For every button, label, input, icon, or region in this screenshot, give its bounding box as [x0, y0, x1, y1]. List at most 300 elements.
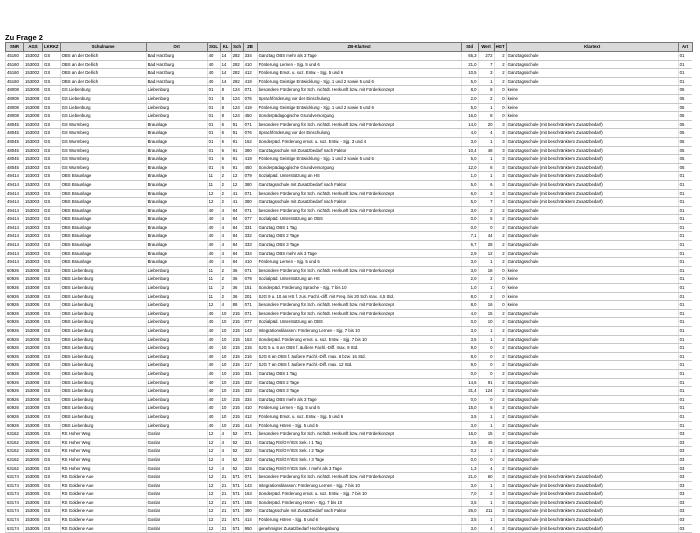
table-cell: 63162 [6, 455, 24, 464]
table-row [6, 180, 693, 189]
table-row [6, 52, 693, 61]
table-cell: 153008 [24, 301, 43, 310]
table-cell: 8,0 [461, 301, 478, 310]
table-cell: Ganztag RS/GY/IGS Sek. I 3 Tage [257, 455, 461, 464]
table-cell: 2 [220, 292, 231, 301]
table-cell: 3 [494, 498, 506, 507]
table-cell: Liebenburg [146, 352, 207, 361]
table-cell: 2 [478, 275, 494, 284]
table-cell: RS Goldene Aue [60, 490, 146, 499]
table-cell: GS [43, 327, 61, 336]
table-cell: 153003 [24, 258, 43, 267]
table-cell: 2 [494, 69, 506, 78]
table-cell: GS [43, 404, 61, 413]
table-cell: 4 [478, 129, 494, 138]
table-cell: Förderung Emot. u. soz. Entw. - Sjg. 5 und 6 [257, 412, 461, 421]
table-cell: 48008 [6, 86, 24, 95]
column-header: ZB-Klartext [257, 43, 461, 52]
table-cell: 153008 [24, 378, 43, 387]
table-row [6, 516, 693, 525]
table-cell: 412 [243, 412, 257, 421]
table-cell: 36 [231, 275, 243, 284]
table-cell: 14,0 [461, 120, 478, 129]
table-cell: Sprachförderung vor der Einschulung [257, 129, 461, 138]
table-cell: 45160 [6, 60, 24, 69]
table-cell: 01 [207, 86, 220, 95]
table-cell: 60 [478, 473, 494, 482]
table-cell: Goslar [146, 516, 207, 525]
table-cell: 12 [207, 301, 220, 310]
table-cell: keine [506, 112, 678, 121]
table-cell: Ganztagsschule (mit beschränktem Zusatzbedarf) [506, 163, 678, 172]
table-row [6, 129, 693, 138]
table-cell: 03 [678, 447, 692, 456]
table-cell: 153005 [24, 438, 43, 447]
table-cell: Sprachförderung vor der Einschulung [257, 94, 461, 103]
table-cell: 01 [207, 103, 220, 112]
table-cell: 419 [243, 77, 257, 86]
table-cell: 84 [231, 215, 243, 224]
table-cell: 12 [207, 473, 220, 482]
table-cell: GS [43, 378, 61, 387]
table-cell: Ganztag OBS 2 Tage [257, 232, 461, 241]
table-cell: 4 [220, 430, 231, 439]
table-cell: 31,4 [461, 387, 478, 396]
table-cell: 124 [231, 94, 243, 103]
table-cell: 60926 [6, 344, 24, 353]
table-cell: Förderung Lernen - Sjg. 5 und 6 [257, 404, 461, 413]
table-cell: Ganztagsschule [506, 369, 678, 378]
table-cell: OBS an der Dellich [60, 60, 146, 69]
table-cell: 322 [243, 447, 257, 456]
table-cell: 3 [494, 481, 506, 490]
table-cell: GS [43, 352, 61, 361]
table-cell: 63162 [6, 447, 24, 456]
table-cell: 215 [231, 327, 243, 336]
table-cell: Ganztagsschule [506, 387, 678, 396]
table-row [6, 77, 693, 86]
table-cell: 01 [207, 137, 220, 146]
table-cell: 4 [220, 301, 231, 310]
table-cell: 331 [243, 223, 257, 232]
table-cell: GS [43, 524, 61, 533]
table-cell: 01 [678, 361, 692, 370]
table-cell: 21 [220, 473, 231, 482]
table-row [6, 172, 693, 181]
table-cell: 60926 [6, 301, 24, 310]
table-cell: GS [43, 430, 61, 439]
table-cell: 01 [678, 198, 692, 207]
table-cell: 63162 [6, 438, 24, 447]
table-cell: 2 [494, 249, 506, 258]
table-cell: 215 [231, 404, 243, 413]
table-cell: Ganztagsschule (mit beschränktem Zusatzbedarf) [506, 189, 678, 198]
table-cell: 0 [478, 369, 494, 378]
table-cell: 01 [678, 378, 692, 387]
table-cell: GS [43, 318, 61, 327]
table-cell: 8 [220, 103, 231, 112]
table-cell: 2 [494, 241, 506, 250]
table-cell: 2 [494, 421, 506, 430]
table-cell: 2 [220, 172, 231, 181]
table-cell: 3,0 [461, 327, 478, 336]
table-cell: 8 [220, 112, 231, 121]
table-cell: 10,5 [461, 69, 478, 78]
table-cell: 49414 [6, 258, 24, 267]
table-cell: besondere Förderung für Sch. nichtdt. Herkunft bzw. mit Förderkonzept [257, 86, 461, 95]
table-cell: 1,0 [461, 284, 478, 293]
table-cell: 03 [678, 455, 692, 464]
table-cell: OBS Liebenburg [60, 412, 146, 421]
table-cell: 3,0 [461, 137, 478, 146]
table-cell: Liebenburg [146, 369, 207, 378]
table-cell: 2 [478, 94, 494, 103]
table-cell: 48008 [6, 103, 24, 112]
table-cell: 01 [207, 155, 220, 164]
table-cell: 153008 [24, 421, 43, 430]
table-cell: 40 [207, 215, 220, 224]
table-cell: 153003 [24, 198, 43, 207]
table-cell: 48045 [6, 137, 24, 146]
table-cell: 01 [678, 387, 692, 396]
table-cell: 153008 [24, 309, 43, 318]
table-cell: OBS Liebenburg [60, 284, 146, 293]
table-cell: GS Wurmberg [60, 155, 146, 164]
table-cell: 334 [243, 52, 257, 61]
table-cell: GS [43, 498, 61, 507]
table-cell: 079 [243, 275, 257, 284]
table-cell: 01 [678, 327, 692, 336]
table-cell: 153002 [24, 77, 43, 86]
column-header: Wert [478, 43, 494, 52]
table-cell: Ganztagsschule (mit beschränktem Zusatzbedarf) [506, 498, 678, 507]
table-cell: 153008 [24, 361, 43, 370]
table-cell: 01 [678, 215, 692, 224]
table-cell: RS Hoher Weg [60, 455, 146, 464]
table-row [6, 327, 693, 336]
table-cell: GS [43, 447, 61, 456]
table-cell: 4 [220, 249, 231, 258]
table-cell: 153008 [24, 292, 43, 301]
table-cell: 334 [243, 395, 257, 404]
table-cell: Sonderpäd. Förderung Hören - Sjg. 7 bis 10 [257, 498, 461, 507]
table-cell: 7 [478, 60, 494, 69]
table-cell: 36 [231, 266, 243, 275]
table-cell: keine [506, 103, 678, 112]
table-cell: 48045 [6, 120, 24, 129]
table-cell: 3 [494, 155, 506, 164]
table-cell: 0 [494, 301, 506, 310]
table-cell: Ganztagsschule (mit beschränktem Zusatzbedarf) [506, 490, 678, 499]
table-cell: GS [43, 490, 61, 499]
table-cell: 03 [678, 464, 692, 473]
table-cell: 11 [207, 180, 220, 189]
table-cell: 0,0 [461, 318, 478, 327]
table-cell: 12 [207, 189, 220, 198]
table-cell: 153003 [24, 155, 43, 164]
table-cell: OBS an der Dellich [60, 69, 146, 78]
table-cell: 3 [494, 189, 506, 198]
table-cell: 03 [678, 473, 692, 482]
table-cell: 03 [678, 430, 692, 439]
table-cell: Liebenburg [146, 404, 207, 413]
table-cell: 4 [220, 232, 231, 241]
table-cell: Ganztag RS/GY/IGS Sek. I 2 Tage [257, 447, 461, 456]
table-cell: 153002 [24, 52, 43, 61]
table-cell: 380 [243, 507, 257, 516]
table-cell: 414 [243, 516, 257, 525]
table-cell: SJG 6 an OBS f. äußere Fachl.-Diff. max. 6 bzw. 16 Std. [257, 352, 461, 361]
table-cell: 153003 [24, 137, 43, 146]
table-cell: 0,0 [461, 223, 478, 232]
table-cell: 3 [494, 163, 506, 172]
table-cell: Ganztagsschule [506, 430, 678, 439]
table-cell: GS [43, 266, 61, 275]
table-cell: GS [43, 60, 61, 69]
table-cell: 01 [678, 404, 692, 413]
table-cell: 01 [678, 258, 692, 267]
table-cell: 0,0 [461, 395, 478, 404]
table-cell: 071 [243, 189, 257, 198]
table-cell: 272 [478, 52, 494, 61]
table-cell: 153005 [24, 447, 43, 456]
table-row [6, 464, 693, 473]
column-header: Std [461, 43, 478, 52]
table-cell: GS [43, 292, 61, 301]
table-cell: 2,0 [461, 94, 478, 103]
table-cell: Ganztagsschule mit Zusatzbedarf nach Faktor [257, 198, 461, 207]
table-cell: Ganztagsschule (mit beschränktem Zusatzbedarf) [506, 146, 678, 155]
table-cell: 2 [478, 490, 494, 499]
table-cell: 12 [207, 507, 220, 516]
table-cell: 323 [243, 455, 257, 464]
table-cell: 071 [243, 120, 257, 129]
table-cell: Ganztagsschule [506, 361, 678, 370]
table-cell: genehmigter Zusatzbedarf Hochbegabung [257, 524, 461, 533]
table-cell: Liebenburg [146, 318, 207, 327]
table-cell: Liebenburg [146, 412, 207, 421]
table-cell: 05 [678, 120, 692, 129]
table-cell: 3 [494, 137, 506, 146]
table-cell: 153003 [24, 163, 43, 172]
table-cell: 60926 [6, 412, 24, 421]
table-cell: 324 [243, 464, 257, 473]
table-cell: 63174 [6, 524, 24, 533]
table-cell: 49414 [6, 172, 24, 181]
table-cell: 03 [678, 516, 692, 525]
table-cell: 14 [220, 60, 231, 69]
table-cell: Ganztag OBS 1 Tag [257, 223, 461, 232]
table-cell: 01 [678, 412, 692, 421]
table-cell: Liebenburg [146, 94, 207, 103]
table-cell: 16 [478, 301, 494, 310]
table-cell: 334 [243, 249, 257, 258]
table-cell: 52 [231, 455, 243, 464]
table-cell: 1 [478, 481, 494, 490]
table-cell: OBS Liebenburg [60, 378, 146, 387]
table-cell: GS [43, 112, 61, 121]
table-cell: Ganztagsschule [506, 215, 678, 224]
table-cell: 44 [478, 232, 494, 241]
table-cell: 01 [678, 241, 692, 250]
table-cell: 12 [207, 481, 220, 490]
table-cell: 10 [220, 352, 231, 361]
table-cell: OBS Liebenburg [60, 344, 146, 353]
page-title: Zu Frage 2 [5, 33, 43, 42]
table-cell: Ganztagsschule (mit beschränktem Zusatzbedarf) [506, 120, 678, 129]
table-cell: 153003 [24, 241, 43, 250]
table-cell: Förderung Geistige Entwicklung - Sjg. 1 und 2 sowie 5 und 6 [257, 77, 461, 86]
table-cell: 10 [220, 318, 231, 327]
table-cell: 3,5 [461, 438, 478, 447]
table-cell: 3 [494, 524, 506, 533]
table-cell: 3 [494, 172, 506, 181]
table-cell: 12 [207, 430, 220, 439]
table-cell: 2 [494, 206, 506, 215]
column-header: SNR [6, 43, 24, 52]
table-cell: 3 [494, 507, 506, 516]
table-cell: 153003 [24, 120, 43, 129]
table-row [6, 215, 693, 224]
table-cell: 571 [231, 473, 243, 482]
table-cell: 48045 [6, 163, 24, 172]
table-cell: 2 [494, 447, 506, 456]
column-header: Art [678, 43, 692, 52]
table-row [6, 206, 693, 215]
table-cell: keine [506, 266, 678, 275]
table-cell: 3,0 [461, 421, 478, 430]
table-cell: Ganztagsschule [506, 52, 678, 61]
table-cell: Liebenburg [146, 421, 207, 430]
table-cell: 63174 [6, 481, 24, 490]
table-cell: 12 [207, 455, 220, 464]
table-cell: OBS Braunlage [60, 189, 146, 198]
table-row [6, 198, 693, 207]
table-cell: Braunlage [146, 172, 207, 181]
table-cell: Braunlage [146, 206, 207, 215]
table-cell: 05 [678, 129, 692, 138]
table-cell: OBS Braunlage [60, 198, 146, 207]
table-cell: 1 [478, 412, 494, 421]
table-cell: OBS Liebenburg [60, 404, 146, 413]
table-cell: 4 [220, 447, 231, 456]
table-cell: OBS Liebenburg [60, 292, 146, 301]
column-header: KL [220, 43, 231, 52]
table-cell: GS [43, 241, 61, 250]
table-cell: Ganztagsschule [506, 249, 678, 258]
table-cell: 26,0 [461, 507, 478, 516]
table-cell: 01 [678, 292, 692, 301]
table-cell: 2 [494, 232, 506, 241]
table-row [6, 258, 693, 267]
table-cell: 60926 [6, 361, 24, 370]
table-cell: 18 [478, 266, 494, 275]
table-cell: GS [43, 335, 61, 344]
table-cell: Ganztagsschule [506, 309, 678, 318]
table-cell: Integrationsklassen: Förderung Lernen - Sjg. 7 bis 10 [257, 481, 461, 490]
table-cell: 071 [243, 430, 257, 439]
table-cell: 321 [243, 438, 257, 447]
table-cell: 0,0 [461, 455, 478, 464]
table-cell: Ganztagsschule [506, 447, 678, 456]
table-cell: 071 [243, 309, 257, 318]
table-cell: 2 [220, 284, 231, 293]
table-cell: GS Wurmberg [60, 129, 146, 138]
table-cell: 52 [231, 464, 243, 473]
table-cell: 52 [231, 430, 243, 439]
table-cell: 40 [207, 404, 220, 413]
table-cell: 1 [478, 516, 494, 525]
table-cell: 05 [678, 163, 692, 172]
table-cell: 2 [494, 318, 506, 327]
table-cell: 076 [243, 129, 257, 138]
table-cell: 332 [243, 232, 257, 241]
table-cell: 331 [243, 369, 257, 378]
table-cell: Bad Harzburg [146, 69, 207, 78]
table-body [6, 52, 693, 533]
table-cell: keine [506, 292, 678, 301]
table-cell: GS Wurmberg [60, 137, 146, 146]
table-cell: Liebenburg [146, 387, 207, 396]
table-cell: 153005 [24, 455, 43, 464]
table-cell: 01 [678, 180, 692, 189]
table-cell: GS [43, 516, 61, 525]
table-cell: RS Hoher Weg [60, 430, 146, 439]
table-cell: GS [43, 275, 61, 284]
table-cell: 21 [220, 524, 231, 533]
table-cell: 2 [494, 223, 506, 232]
table-cell: 01 [678, 249, 692, 258]
table-cell: 2 [494, 395, 506, 404]
table-cell: 153003 [24, 180, 43, 189]
table-header-row [6, 43, 693, 52]
table-cell: Goslar [146, 524, 207, 533]
table-cell: 071 [243, 266, 257, 275]
table-cell: 4,0 [461, 129, 478, 138]
table-cell: Ganztagsschule (mit beschränktem Zusatzbedarf) [506, 507, 678, 516]
table-cell: GS [43, 438, 61, 447]
table-cell: Braunlage [146, 232, 207, 241]
table-cell: Braunlage [146, 215, 207, 224]
table-cell: 03 [678, 438, 692, 447]
table-cell: OBS Liebenburg [60, 369, 146, 378]
table-cell: 60926 [6, 309, 24, 318]
table-cell: 153008 [24, 266, 43, 275]
table-row [6, 352, 693, 361]
table-cell: 10 [220, 344, 231, 353]
table-cell: GS [43, 137, 61, 146]
table-cell: 15,0 [461, 404, 478, 413]
table-cell: 60926 [6, 284, 24, 293]
table-cell: 380 [243, 198, 257, 207]
table-cell: OBS Liebenburg [60, 361, 146, 370]
table-cell: 7,1 [461, 232, 478, 241]
table-cell: 153008 [24, 352, 43, 361]
table-cell: besondere Förderung für Sch. nichtdt. Herkunft bzw. mit Förderkonzept [257, 473, 461, 482]
table-cell: Braunlage [146, 155, 207, 164]
table-cell: OBS Liebenburg [60, 275, 146, 284]
table-cell: 2 [494, 404, 506, 413]
table-cell: GS [43, 258, 61, 267]
table-row [6, 344, 693, 353]
table-cell: 21 [220, 490, 231, 499]
table-row [6, 94, 693, 103]
table-cell: 01 [678, 60, 692, 69]
table-cell: OBS an der Dellich [60, 77, 146, 86]
table-cell: 60926 [6, 275, 24, 284]
table-cell: GS [43, 86, 61, 95]
table-cell: 153008 [24, 284, 43, 293]
